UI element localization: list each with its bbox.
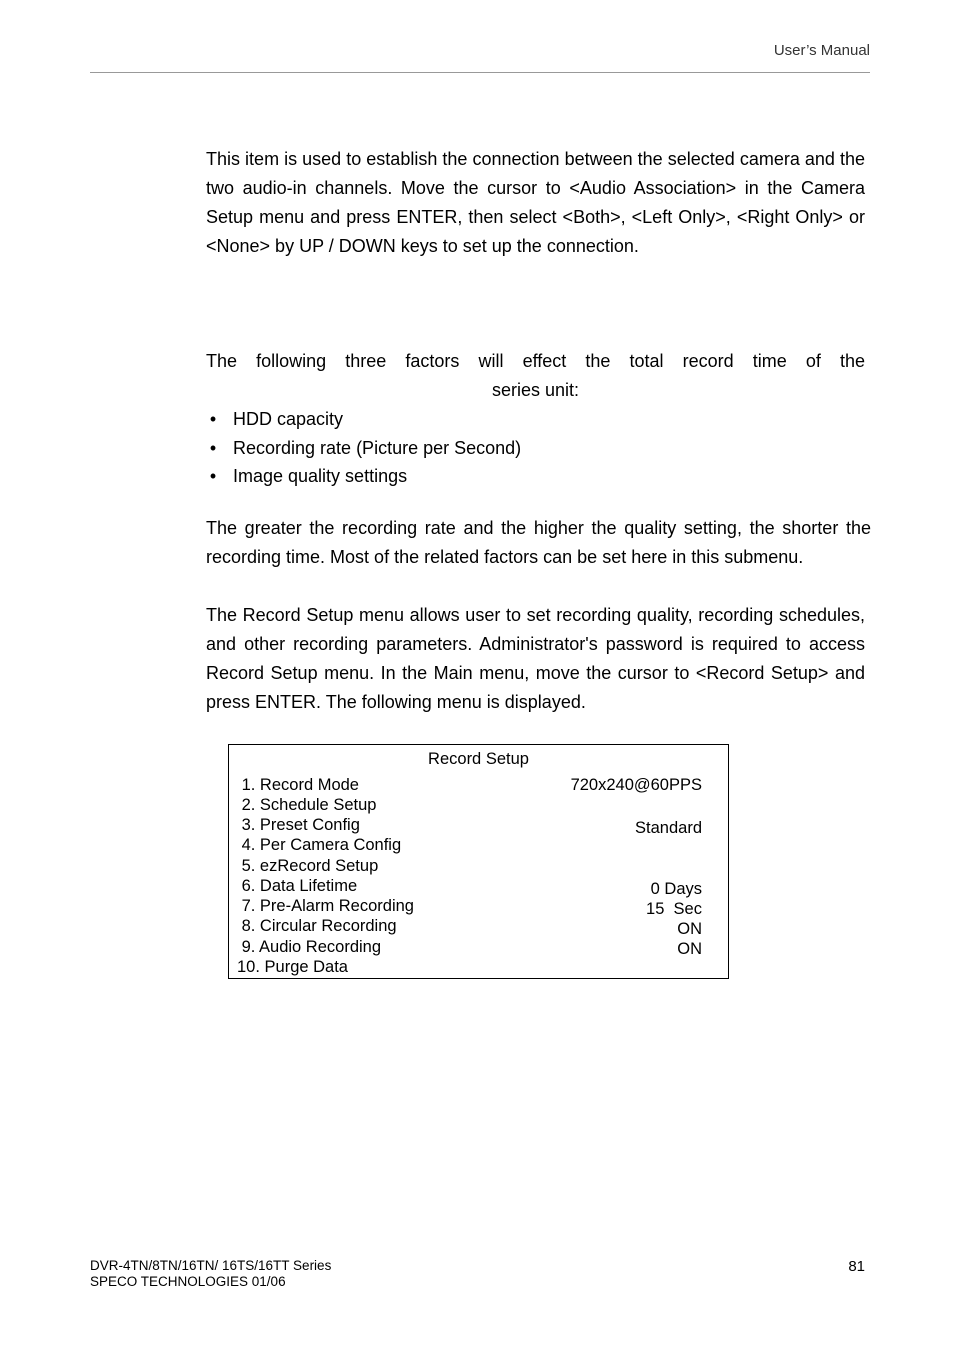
menu-item-schedule-setup[interactable]: 2. Schedule Setup <box>237 796 377 814</box>
record-setup-intro-paragraph: The Record Setup menu allows user to set recording quality, recording schedules, and other recording parameters. Administrator's password is required to access Record Setup menu. In the Main menu, move the cursor to <Record Setup> and press ENTER. The following menu is displayed. <box>206 605 865 712</box>
menu-item-pre-alarm-recording[interactable]: 7. Pre-Alarm Recording <box>237 897 414 915</box>
menu-item-purge-data[interactable]: 10. Purge Data <box>237 958 348 976</box>
menu-item-record-mode[interactable]: 1. Record Mode <box>237 776 359 794</box>
list-item <box>206 405 521 434</box>
audio-association-paragraph: This item is used to establish the connection between the selected camera and the two audio-in channels. Move the cursor to <Audio Association> in the Camera Setup menu and press ENTER, then select <Both>, <Left Only>, <Right Only> or <None> by UP / DOWN keys to set up the connection. <box>206 149 865 256</box>
list-item-text: Recording rate (Picture per Second) <box>233 437 522 458</box>
menu-item-circular-recording[interactable]: 8. Circular Recording <box>237 917 397 935</box>
footer <box>90 1258 331 1290</box>
menu-item-per-camera-config[interactable]: 4. Per Camera Config <box>237 836 402 854</box>
bullet-icon: • <box>209 466 217 486</box>
menu-item-data-lifetime[interactable]: 6. Data Lifetime <box>237 877 358 895</box>
factors-intro-line-2: series unit: <box>491 380 580 400</box>
footer-model: DVR-4TN/8TN/16TN/ 16TS/16TT Series <box>90 1258 332 1273</box>
page-number: 81 <box>848 1258 865 1275</box>
menu-title: Record Setup <box>428 750 529 768</box>
factors-intro-line: The following three factors will effect the total record time of the <box>206 351 865 371</box>
header-divider <box>90 72 870 73</box>
record-mode-value: 720x240@60PPS <box>570 776 702 794</box>
record-setup-menu <box>228 744 729 979</box>
audio-recording-value: ON <box>677 940 702 958</box>
factors-list <box>206 405 521 491</box>
menu-item-ezrecord-setup[interactable]: 5. ezRecord Setup <box>237 857 379 875</box>
data-lifetime-value: 0 Days <box>650 880 702 898</box>
header-label: User’s Manual <box>773 42 870 59</box>
footer-company: SPECO TECHNOLOGIES 01/06 <box>90 1274 286 1289</box>
list-item-text: HDD capacity <box>233 409 344 429</box>
menu-item-preset-config[interactable]: 3. Preset Config <box>237 816 360 834</box>
preset-config-value: Standard <box>635 819 702 837</box>
list-item <box>206 434 521 463</box>
bullet-icon: • <box>209 437 217 458</box>
bullet-icon: • <box>209 409 217 429</box>
pre-alarm-value: 15 Sec <box>646 900 702 918</box>
rate-quality-paragraph: The greater the recording rate and the higher the quality setting, the shorter the recording time. Most of the related factors can be set here in this submenu. <box>206 518 871 567</box>
list-item-text: Image quality settings <box>233 466 408 486</box>
list-item <box>206 462 521 491</box>
menu-item-audio-recording[interactable]: 9. Audio Recording <box>237 938 382 956</box>
circular-recording-value: ON <box>677 920 702 938</box>
